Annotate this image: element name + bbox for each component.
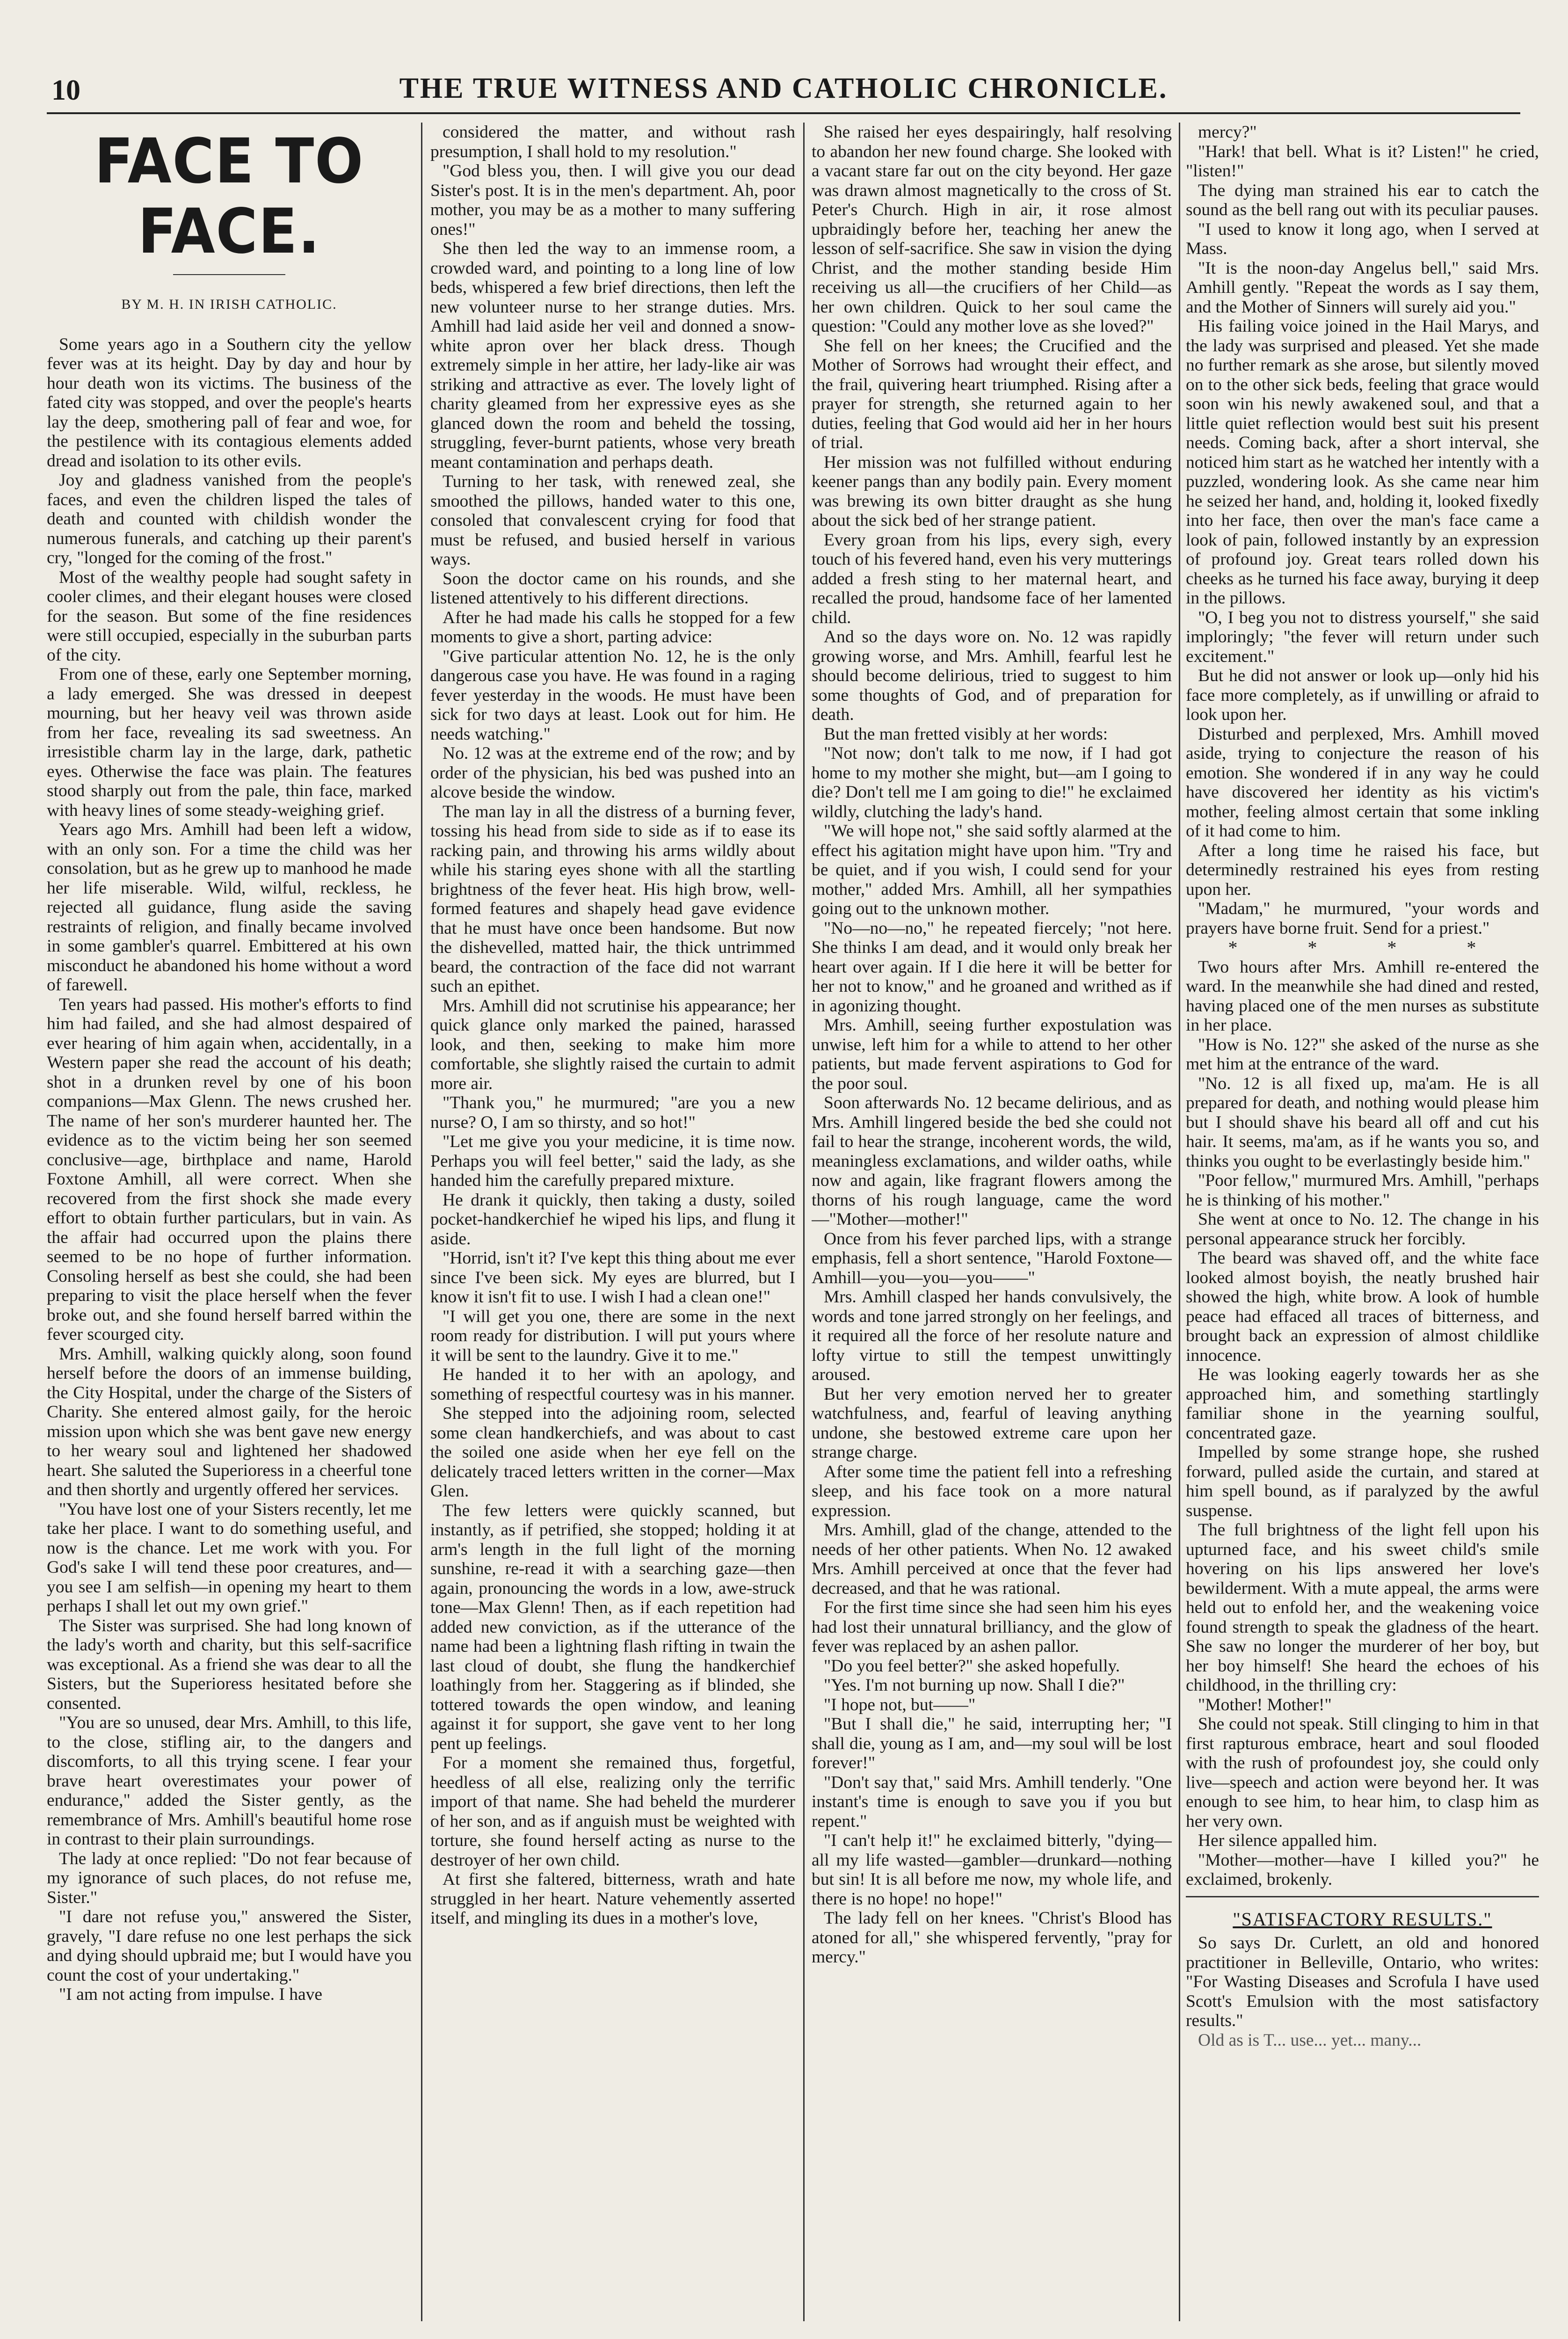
paragraph: Soon afterwards No. 12 became delirious, and as Mrs. Amhill lingered beside the bed she could not fail to hear the strange, incoherent words, the wild, meaningless exclamations, and wilder oaths, while now and again, like fragrant flowers among the thorns of his rough language, came the word—"Mother—mother!" (812, 1093, 1172, 1229)
column-rule (421, 123, 422, 2321)
title-divider (173, 274, 285, 275)
paragraph: Some years ago in a Southern city the yellow fever was at its height. Day by day and hour by hour death won its victims. The business of the fated city was stopped, and over the people's hearts lay the deep, smothering pall of fear and woe, for the pestilence with its contagious elements added dread and isolation to its other evils. (47, 334, 412, 471)
paragraph: Once from his fever parched lips, with a strange emphasis, fell a short sentence, "Harold Foxtone—Amhill—you—you—you——" (812, 1229, 1172, 1287)
paragraph: "Do you feel better?" she asked hopefully. (824, 1656, 1120, 1676)
notice-heading: "SATISFACTORY RESULTS." (1233, 1908, 1492, 1930)
paragraph: But he did not answer or look up—only hid his face more completely, as if unwilling or afraid to look upon her. (1186, 666, 1539, 724)
paragraph: After some time the patient fell into a refreshing sleep, and his face took on a more natural expression. (812, 1462, 1172, 1520)
paragraph: "But I shall die," he said, interrupting her; "I shall die, young as I am, and—my soul will be lost forever!" (812, 1714, 1172, 1772)
paragraph: "Mother! Mother!" (1198, 1695, 1332, 1714)
paragraph: "We will hope not," she said softly alarmed at the effect his agitation might have upon him. "Try and be quiet, and if you wish, I could send for your mother," added Mrs. Amhill, all her sympathies going out to the unknown mother. (812, 821, 1172, 918)
paragraph: The dying man strained his ear to catch the sound as the bell rang out with its peculiar pauses. (1186, 181, 1539, 219)
paragraph: "I will get you one, there are some in the next room ready for distribution. I will put yours where it will be sent to the laundry. Give it to me." (430, 1307, 795, 1365)
paragraph: Ten years had passed. His mother's efforts to find him had failed, and she had almost despaired of ever hearing of him again when, accidentally, in a Western paper she read the account of his death; shot in a drunken revel by one of his boon companions—Max Glenn. The news crushed her. The name of her son's murderer haunted her. The evidence as to the victim being her son seemed conclusive—age, birthplace and name, Harold Foxtone Amhill, all were correct. When she recovered from the first shock she made every effort to obtain further particulars, but in vain. As the affair had occurred upon the plains there seemed to be no hope of further information. Consoling herself as best she could, she had been preparing to visit the place herself when the fever broke out, and she found herself barred within the fever scourged city. (47, 995, 412, 1344)
paragraph: Years ago Mrs. Amhill had been left a widow, with an only son. For a time the child was her consolation, but as he grew up to manhood he made her life miserable. Wild, wilful, reckless, he rejected all guidance, flung aside the saving restraints of religion, and finally became involved in some gambler's quarrel. Embittered at his own misconduct he abandoned his home without a word of farewell. (47, 820, 412, 995)
paragraph: "No—no—no," he repeated fiercely; "not here. She thinks I am dead, and it would only break her heart over again. If I die here it will be better for her not to know," and he groaned and writhed as if in agonizing thought. (812, 918, 1172, 1016)
paragraph: "You are so unused, dear Mrs. Amhill, to this life, to the close, stifling air, to the dangers and discomforts, to all this trying scene. I fear your brave heart overestimates your power of endurance," added the Sister gently, as the remembrance of Mrs. Amhill's beautiful home rose in contrast to their plain surroundings. (47, 1713, 412, 1849)
paragraph: "I am not acting from impulse. I have (59, 1985, 323, 2004)
paragraph: His failing voice joined in the Hail Marys, and the lady was surprised and pleased. Yet she made no further remark as she arose, but silently moved on to the other sick beds, feeling that grace would soon win his newly awakened soul, and that a little quiet reflection would best suit his present needs. Coming back, after a short interval, she noticed him start as he watched her intently with a puzzled, wondering look. As she came near him he seized her hand, and, holding it, looked fixedly into her face, then over the man's face came a look of pain, followed instantly by an expression of profound joy. Great tears rolled down his cheeks as he turned his face away, burying it deep in the pillows. (1186, 317, 1539, 608)
paragraph: The full brightness of the light fell upon his upturned face, and his sweet child's smile hovering on his lips answered her love's bewilderment. With a mute appeal, the arms were held out to enfold her, and the weakening voice found strength to speak the gladness of the heart. She saw no longer the murderer of her boy, but her boy himself! She heard the echoes of his childhood, in the thrilling cry: (1186, 1520, 1539, 1695)
paragraph: "Let me give you your medicine, it is time now. Perhaps you will feel better," said the lady, as she handed him the carefully prepared mixture. (430, 1132, 795, 1190)
byline: BY M. H. IN IRISH CATHOLIC. (121, 297, 337, 312)
paragraph: "Don't say that," said Mrs. Amhill tenderly. "One instant's time is enough to save you if you but repent." (812, 1772, 1172, 1831)
article-title: FACE TO FACE. (94, 125, 364, 268)
notice-body: So says Dr. Curlett, an old and honored practitioner in Belleville, Ontario, who writes: "For Wasting Diseases and Scrofula I have used Scott's Emulsion with the most satisfactory results." (1186, 1933, 1539, 2030)
paragraph: Mrs. Amhill, seeing further expostulation was unwise, left him for a while to attend to her other patients, but made fervent aspirations to God for the poor soul. (812, 1016, 1172, 1093)
page-header (47, 70, 1520, 114)
paragraph: After a long time he raised his face, but determinedly restrained his eyes from resting upon her. (1186, 841, 1539, 899)
paragraph: The lady at once replied: "Do not fear because of my ignorance of such places, do not refuse me, Sister." (47, 1849, 412, 1907)
paragraph: "Mother—mother—have I killed you?" he exclaimed, brokenly. (1186, 1850, 1539, 1889)
paragraph: Soon the doctor came on his rounds, and she listened attentively to his different directions. (430, 569, 795, 608)
paragraph: "Give particular attention No. 12, he is the only dangerous case you have. He was found in a raging fever yesterday in the woods. He must have been sick for two days at least. Look out for him. He needs watching." (430, 646, 795, 744)
paragraph: "O, I beg you not to distress yourself," she said imploringly; "the fever will return under such excitement." (1186, 608, 1539, 666)
paragraph: "I can't help it!" he exclaimed bitterly, "dying—all my life wasted—gambler—drunkard—nothing but sin! It is all before me now, my whole life, and there is no hope! no hope!" (812, 1831, 1172, 1909)
page-number: 10 (51, 74, 80, 106)
paragraph: From one of these, early one September morning, a lady emerged. She was dressed in deepest mourning, but her heavy veil was thrown aside from her face, revealing its sad sweetness. An irresistible charm lay in the large, dark, pathetic eyes. Otherwise the face was plain. The features stood sharply out from the pale, thin face, marked with heavy lines of some steady-weighing grief. (47, 665, 412, 820)
paragraph: Mrs. Amhill, glad of the change, attended to the needs of her other patients. When No. 12 awaked Mrs. Amhill perceived at once that the fever had decreased, and that he was rational. (812, 1520, 1172, 1598)
paragraph: Disturbed and perplexed, Mrs. Amhill moved aside, trying to conjecture the reason of his emotion. She wondered if in any way he could have discovered her identity as his victim's mother, feeling almost certain that some inkling of it had come to him. (1186, 724, 1539, 841)
column-1 (47, 123, 412, 2321)
paragraph: "It is the noon-day Angelus bell," said Mrs. Amhill gently. "Repeat the words as I say them, and the Mother of Sinners will surely aid you." (1186, 258, 1539, 317)
paragraph: After he had made his calls he stopped for a few moments to give a short, parting advice: (430, 608, 795, 646)
paragraph: "You have lost one of your Sisters recently, let me take her place. I want to do something useful, and now is the chance. Let me work with you. For God's sake I will tend these poor creatures, and—you see I am selfish—in opening my heart to them perhaps I shall let out my own grief." (47, 1499, 412, 1616)
column-3 (812, 123, 1172, 2321)
paragraph: considered the matter, and without rash presumption, I shall hold to my resolution." (430, 123, 795, 161)
paragraph: She stepped into the adjoining room, selected some clean handkerchiefs, and was about to cast the soiled one aside when her eye fell on the delicately traced letters written in the corner—Max Glen. (430, 1404, 795, 1501)
notice-tail: Old as is T... use... yet... many... (1198, 2030, 1422, 2050)
paragraph: The few letters were quickly scanned, but instantly, as if petrified, she stopped; holding it at arm's length in the full light of the morning sunshine, re-read it with a searching gaze—then again, pronouncing the words in a low, awe-struck tone—Max Glenn! Then, as if each repetition had added new conviction, as if the utterance of the name had been a lightning flash rifting in twain the last cloud of doubt, she flung the handkerchief loathingly from her. Staggering as if blinded, she tottered towards the open window, and leaning against it for support, she gave vent to her long pent up feelings. (430, 1501, 795, 1753)
column-rule (1179, 123, 1180, 2321)
paragraph: She fell on her knees; the Crucified and the Mother of Sorrows had wrought their effect, and the frail, quivering heart triumphed. Rising after a prayer for strength, she returned again to her duties, feeling that God would aid her in her hours of trial. (812, 336, 1172, 452)
paragraph: She raised her eyes despairingly, half resolving to abandon her new found charge. She looked with a vacant stare far out on the city beyond. Her gaze was drawn almost magnetically to the cross of St. Peter's Church. High in air, it rose almost upbraidingly before her, teaching her anew the lesson of self-sacrifice. She saw in vision the dying Christ, and the mother standing beside Him receiving us all—the crucifiers of her Child—as her own children. Quick to her soul came the question: "Could any mother love as she loved?" (812, 123, 1172, 336)
paragraph: The Sister was surprised. She had long known of the lady's worth and charity, but this self-sacrifice was exceptional. As a friend she was dear to all the Sisters, but the Superioress hesitated before she consented. (47, 1616, 412, 1713)
paragraph: Most of the wealthy people had sought safety in cooler climes, and their elegant houses were closed for the season. But some of the fine residences were still occupied, especially in the suburban parts of the city. (47, 567, 412, 665)
paragraph: "Hark! that bell. What is it? Listen!" he cried, "listen!" (1186, 142, 1539, 181)
paragraph: She then led the way to an immense room, a crowded ward, and pointing to a long line of low beds, whispered a few brief directions, then left the new volunteer nurse to her strange duties. Mrs. Amhill had laid aside her veil and donned a snow-white apron over her black dress. Though extremely simple in her attire, her lady-like air was striking and attractive as ever. The lovely light of charity gleamed from her expressive eyes as she glanced down the room and beheld the tossing, struggling, fever-burnt patients, whose very breath meant contamination and perhaps death. (430, 239, 795, 472)
paragraph: Her silence appalled him. (1198, 1831, 1378, 1850)
paragraph: But the man fretted visibly at her words: (824, 724, 1108, 744)
column-4-body (1186, 123, 1539, 1889)
masthead: THE TRUE WITNESS AND CATHOLIC CHRONICLE. (399, 73, 1168, 104)
paragraph: He was looking eagerly towards her as she approached him, and something startlingly familiar shone in the yearning soulful, concentrated gaze. (1186, 1365, 1539, 1443)
paragraph: The man lay in all the distress of a burning fever, tossing his head from side to side as if to ease its racking pain, and throwing his arms wildly about while his staring eyes shone with all the startling brightness of the fever heat. His high brow, well-formed features and shapely head gave evidence that he must have once been handsome. But now the dishevelled, matted hair, the thick untrimmed beard, the contraction of the face did not warrant such an epithet. (430, 802, 795, 996)
column-1-body (47, 335, 412, 2005)
column-rule (803, 123, 805, 2321)
paragraph: "I used to know it long ago, when I served at Mass. (1186, 219, 1539, 258)
paragraph: For the first time since she had seen him his eyes had lost their unnatural brilliancy, and the glow of fever was replaced by an ashen pallor. (812, 1598, 1172, 1656)
paragraph: mercy?" (1198, 123, 1257, 142)
paragraph: Mrs. Amhill did not scrutinise his appearance; her quick glance only marked the pained, harassed look, and then, seeking to make him more comfortable, she slightly raised the curtain to admit more air. (430, 996, 795, 1093)
paragraph: "I dare not refuse you," answered the Sister, gravely, "I dare refuse no one lest perhaps the sick and dying should upbraid me; but I would have you count the cost of your undertaking." (47, 1907, 412, 1985)
paragraph: "God bless you, then. I will give you our dead Sister's post. It is in the men's department. Ah, poor mother, you may be as a mother to many suffering ones!" (430, 161, 795, 239)
paragraph: "Horrid, isn't it? I've kept this thing about me ever since I've been sick. My eyes are blurred, but I know it isn't fit to use. I wish I had a clean one!" (430, 1249, 795, 1307)
column-4 (1186, 123, 1539, 2321)
notice-divider (1186, 1896, 1539, 1897)
paragraph: Every groan from his lips, every sigh, every touch of his fevered hand, even his very mutterings added a fresh sting to her maternal heart, and recalled the proud, handsome face of her lamented child. (812, 530, 1172, 627)
paragraph: "Madam," he murmured, "your words and prayers have borne fruit. Send for a priest." (1186, 899, 1539, 938)
column-2-body (430, 123, 795, 1928)
paragraph: Turning to her task, with renewed zeal, she smoothed the pillows, handed water to this one, consoled that convalescent crying for food that must be refused, and busied herself in various ways. (430, 472, 795, 569)
paragraph: She went at once to No. 12. The change in his personal appearance struck her forcibly. (1186, 1210, 1539, 1249)
paragraph: Joy and gladness vanished from the people's faces, and even the children lisped the tales of death and counted with childish wonder the numerous funerals, and catching up their parent's cry, "longed for the coming of the frost." (47, 471, 412, 567)
paragraph: He drank it quickly, then taking a dusty, soiled pocket-handkerchief he wiped his lips, and flung it aside. (430, 1190, 795, 1249)
column-2 (430, 123, 795, 2321)
paragraph: Mrs. Amhill, walking quickly along, soon found herself before the doors of an immense building, the City Hospital, under the charge of the Sisters of Charity. She entered almost gaily, for the heroic mission upon which she was bent gave new energy to her weary soul and lightened her shadowed heart. She saluted the Superioress in a cheerful tone and then shortly and urgently offered her services. (47, 1344, 412, 1499)
paragraph: "No. 12 is all fixed up, ma'am. He is all prepared for death, and nothing would please him but I should shave his beard all off and cut his hair. It seems, ma'am, as if he wants you so, and thinks you ought to be everlastingly beside him." (1186, 1074, 1539, 1171)
paragraph: "Poor fellow," murmured Mrs. Amhill, "perhaps he is thinking of his mother." (1186, 1171, 1539, 1210)
paragraph: "I hope not, but——" (824, 1695, 976, 1714)
paragraph: No. 12 was at the extreme end of the row; and by order of the physician, his bed was pushed into an alcove beside the window. (430, 744, 795, 802)
article-columns (47, 123, 1539, 2321)
paragraph: But her very emotion nerved her to greater watchfulness, and, fearful of leaving anything undone, she bestowed extreme care upon her strange charge. (812, 1384, 1172, 1462)
paragraph: "How is No. 12?" she asked of the nurse as she met him at the entrance of the ward. (1186, 1035, 1539, 1074)
paragraph: She could not speak. Still clinging to him in that first rapturous embrace, heart and soul flooded with the rush of profoundest joy, she could only live—speech and action were beyond her. It was enough to see him, to hear him, to clasp him as her very own. (1186, 1714, 1539, 1831)
paragraph: Mrs. Amhill clasped her hands convulsively, the words and tone jarred strongly on her feelings, and it required all the force of her resolute nature and lofty virtue to still the tempest unwittingly aroused. (812, 1287, 1172, 1384)
paragraph: Her mission was not fulfilled without enduring keener pangs than any bodily pain. Every moment was brewing its own bitter draught as she hung about the sick bed of her strange patient. (812, 452, 1172, 530)
paragraph: * * * * (1228, 937, 1509, 958)
paragraph: "Not now; don't talk to me now, if I had got home to my mother she might, but—am I going to die? Don't tell me I am going to die!" he exclaimed wildly, clutching the lady's hand. (812, 744, 1172, 821)
paragraph: The lady fell on her knees. "Christ's Blood has atoned for all," she whispered fervently, "pray for mercy." (812, 1909, 1172, 1967)
paragraph: Impelled by some strange hope, she rushed forward, pulled aside the curtain, and stared at him spell bound, as if paralyzed by the awful suspense. (1186, 1443, 1539, 1520)
paragraph: "Thank you," he murmured; "are you a new nurse? O, I am so thirsty, and so hot!" (430, 1093, 795, 1132)
paragraph: And so the days wore on. No. 12 was rapidly growing worse, and Mrs. Amhill, fearful lest he should become delirious, tried to suggest to him some thoughts of God, and of preparation for death. (812, 627, 1172, 724)
paragraph: Two hours after Mrs. Amhill re-entered the ward. In the meanwhile she had dined and rested, having placed one of the men nurses as substitute in her place. (1186, 957, 1539, 1035)
paragraph: For a moment she remained thus, forgetful, heedless of all else, realizing only the terrific import of that name. She had beheld the murderer of her son, and as if anguish must be weighted with torture, she found herself acting as nurse to the destroyer of her own child. (430, 1753, 795, 1870)
paragraph: At first she faltered, bitterness, wrath and hate struggled in her heart. Nature vehemently asserted itself, and mingling its dues in a mother's love, (430, 1870, 795, 1928)
paragraph: The beard was shaved off, and the white face looked almost boyish, the neatly brushed hair showed the high, white brow. A look of humble peace had effaced all traces of bitterness, and brought back an expression of almost childlike innocence. (1186, 1249, 1539, 1365)
paragraph: He handed it to her with an apology, and something of respectful courtesy was in his manner. (430, 1365, 795, 1404)
column-3-body (812, 123, 1172, 1967)
paragraph: "Yes. I'm not burning up now. Shall I die?" (824, 1676, 1125, 1695)
